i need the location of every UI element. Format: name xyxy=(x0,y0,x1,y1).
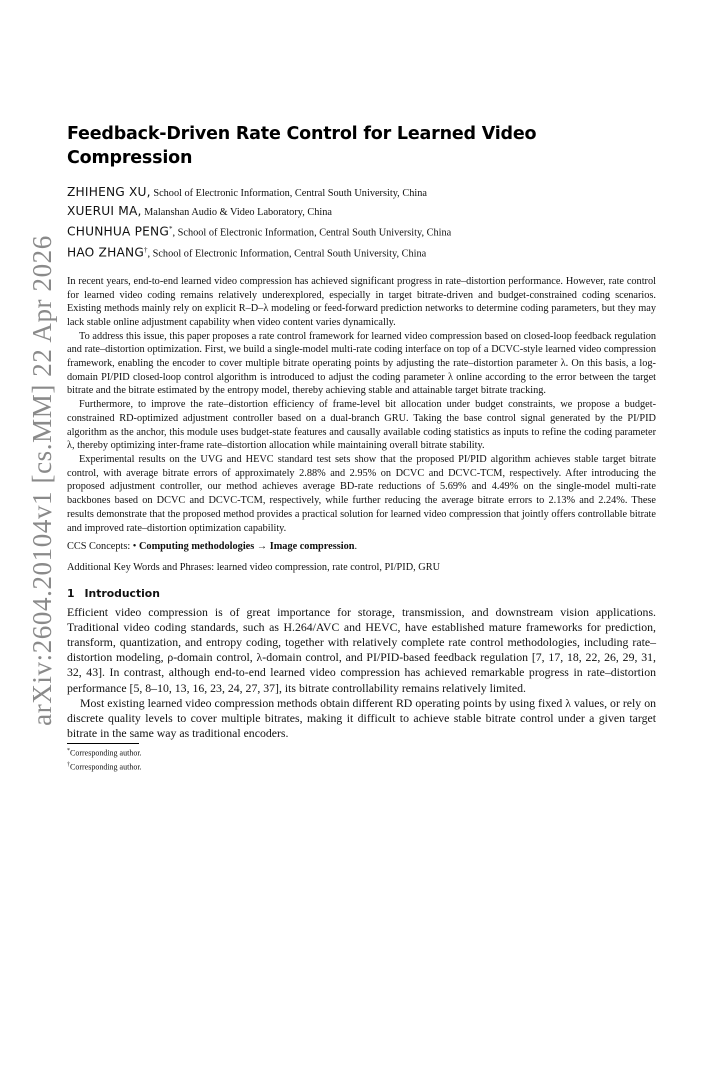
author-name: HAO ZHANG xyxy=(67,245,144,260)
author-affiliation: School of Electronic Information, Central South University, China xyxy=(153,188,427,199)
author-footnote-mark: * xyxy=(169,225,173,233)
author-name: XUERUI MA, xyxy=(67,203,142,218)
footnote-mark: * xyxy=(67,748,70,755)
footnote-text: Corresponding author. xyxy=(70,749,142,759)
author-entry xyxy=(67,221,656,242)
ccs-end: . xyxy=(354,541,358,553)
author-name: CHUNHUA PENG xyxy=(67,224,170,239)
paper-title xyxy=(67,122,656,170)
abstract-paragraph: Furthermore, to improve the rate–distortion efficiency of frame-level bit allocation under budget constraints, we propose a budget-constrained RD-optimized adjustment controller based on a dual-branch GRU. Taking the base control signal generated by the PI/PID algorithm as the anchor, this module uses budget-state features and causally available coding statistics as inputs to refine the coding parameter λ, thereby optimizing inter-frame rate–distortion allocation while maintaining overall bitrate stability. xyxy=(67,399,656,452)
arxiv-id-text: arXiv:2604.20104v1 [cs.MM] 22 Apr 2026 xyxy=(26,234,57,726)
abstract-paragraph: To address this issue, this paper proposes a rate control framework for learned video compression based on closed-loop feedback regulation and rate–distortion optimization. First, we build a single-model multi-rate coding interface on top of a DCVC-style learned video compression framework, enabling the encoder to cover multiple bitrate operating points by adjusting the rate–distortion parameter λ. On this basis, a log-domain PI/PID closed-loop control algorithm is introduced to adjust the coding parameter λ online according to the error between the target bitrate and the bitrate estimated by the entropy model, thereby achieving stable and attainable target bitrate tracking. xyxy=(67,330,656,397)
ccs-concept-terms: Computing methodologies → Image compression xyxy=(138,541,355,553)
paper-first-page xyxy=(67,122,656,773)
additional-keywords: Additional Key Words and Phrases: learned video compression, rate control, PI/PID, GRU xyxy=(67,561,441,573)
paper-title-line-1: Feedback-Driven Rate Control for Learned Video xyxy=(67,124,537,144)
author-affiliation: , School of Electronic Information, Central South University, China xyxy=(147,248,427,260)
ccs-label: CCS Concepts: • xyxy=(67,541,139,553)
author-entry xyxy=(67,242,656,263)
author-name: ZHIHENG XU, xyxy=(67,185,151,199)
author-footnote-mark: † xyxy=(143,245,148,254)
section-title: Introduction xyxy=(84,586,160,600)
footnote-divider xyxy=(67,743,139,744)
body-paragraph: Most existing learned video compression methods obtain different RD operating points by using fixed λ values, or rely on discrete quality levels to cover multiple bitrates, making it difficult to achieve stable bitrate control under a given target bitrate in the same way as traditional encoders. xyxy=(67,695,656,741)
abstract xyxy=(67,275,656,535)
arxiv-identifier-stamp xyxy=(22,234,62,726)
section-number: 1 xyxy=(67,586,75,600)
footnote-mark: † xyxy=(67,761,70,768)
footnote xyxy=(67,746,656,759)
footnote-text: Corresponding author. xyxy=(70,762,142,772)
ccs-concepts xyxy=(67,540,656,554)
author-entry xyxy=(67,184,656,203)
body-paragraph: Efficient video compression is of great importance for storage, transmission, and downstream vision applications. Traditional video coding standards, such as H.264/AVC and HEVC, have established mature frameworks for prediction, transform, quantization, and entropy coding, together with relatively complete rate control methodologies, including rate–distortion modeling, ρ-domain control, λ-domain control, and PI/PID-based feedback regulation [7, 17, 18, 22, 26, 29, 31, 32, 43]. In contrast, although end-to-end learned video compression has achieved remarkable progress in rate–distortion performance [5, 8–10, 13, 16, 23, 24, 27, 37], its bitrate controllability remains relatively limited. xyxy=(67,604,656,695)
author-affiliation: , School of Electronic Information, Central South University, China xyxy=(172,227,452,239)
paper-title-line-2: Compression xyxy=(67,148,193,168)
author-list xyxy=(67,184,656,263)
author-affiliation: Malanshan Audio & Video Laboratory, China xyxy=(144,206,332,218)
abstract-paragraph: Experimental results on the UVG and HEVC standard test sets show that the proposed PI/PID algorithm achieves stable target bitrate control, with average bitrate errors of approximately 2.88% and 2.95% on DCVC and DCVC-TCM, respectively. After introducing the proposed adjustment controller, our method achieves average BD-rate reductions of 5.69% and 4.49% on the single-model multi-rate backbones based on DCVC and DCVC-TCM, respectively, while further reducing the average bitrate errors to 2.13% and 2.24%. These results demonstrate that the proposed method provides a practical solution for learned video compression that jointly offers controllable bitrate and improved rate–distortion optimization capability. xyxy=(67,453,656,534)
abstract-paragraph: In recent years, end-to-end learned video compression has achieved significant progress in rate–distortion performance. However, rate control for learned video coding remains relatively underexplored, especially in target bitrate-driven and budget-constrained coding scenarios. Existing methods mainly rely on explicit R–D–λ modeling or feed-forward prediction networks to determine coding parameters, but they may lack stable online adjustment capability when video content varies dynamically. xyxy=(67,275,656,328)
footnote xyxy=(67,760,656,773)
author-entry xyxy=(67,203,656,222)
introduction-body xyxy=(67,605,656,742)
section-heading xyxy=(67,587,656,600)
